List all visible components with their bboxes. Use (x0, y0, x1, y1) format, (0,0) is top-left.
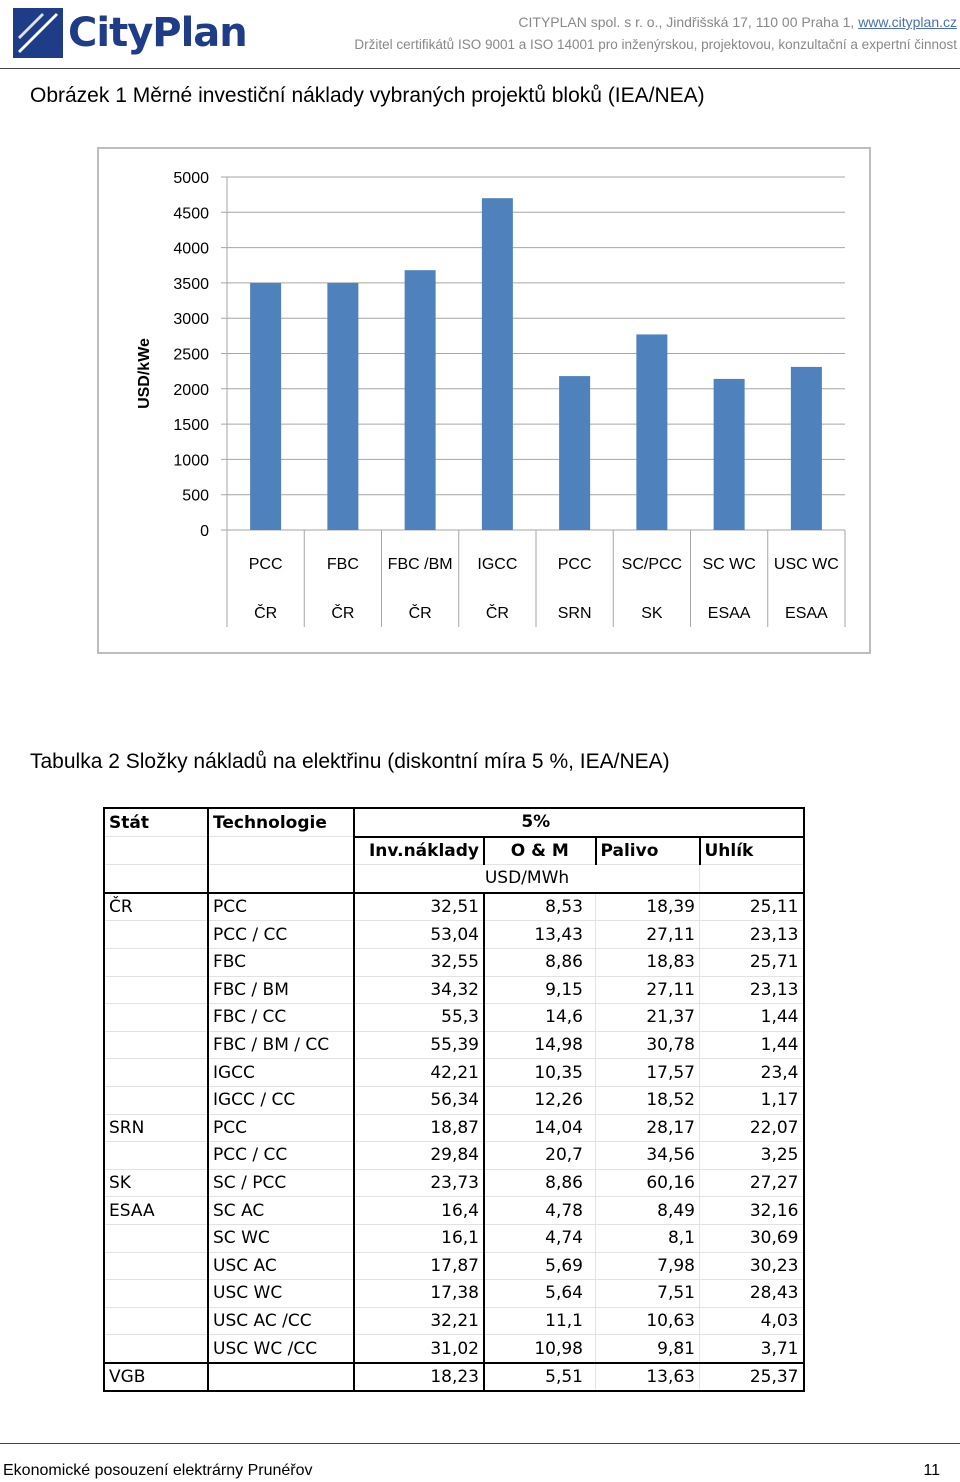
logo-text: CityPlan (68, 10, 247, 56)
chart-canvas (99, 149, 869, 652)
cell-inv: 55,3 (354, 1004, 484, 1032)
x-country-label: ESAA (707, 605, 751, 622)
cell-om: 11,1 (484, 1307, 596, 1335)
cell-inv: 23,73 (354, 1169, 484, 1197)
x-category-label: FBC /BM (387, 556, 453, 573)
cell-palivo: 7,98 (596, 1252, 700, 1280)
cell-om: 9,15 (484, 976, 596, 1004)
table-row (104, 1142, 804, 1170)
cell-uhlik: 23,4 (700, 1059, 804, 1087)
cell-om: 12,26 (484, 1086, 596, 1114)
x-country-label: SRN (557, 605, 592, 622)
header-uhlik: Uhlík (700, 837, 804, 865)
y-tick-label: 4000 (173, 240, 209, 258)
y-tick-label: 0 (200, 523, 209, 540)
cell-stat: ČR (104, 893, 208, 921)
cell-tech (208, 1363, 354, 1392)
cell-om: 8,86 (484, 948, 596, 976)
header-row-1 (104, 808, 804, 837)
cell-stat (104, 1252, 208, 1280)
y-tick-label: 1500 (173, 417, 209, 435)
cell-palivo: 18,52 (596, 1086, 700, 1114)
cell-inv: 18,23 (354, 1363, 484, 1392)
cost-table-wrapper (103, 807, 805, 1392)
header-stat: Stát (104, 808, 208, 837)
table-row (104, 1224, 804, 1252)
cell-tech: PCC (208, 893, 354, 921)
table-row (104, 1280, 804, 1308)
cell-tech: IGCC (208, 1059, 354, 1087)
cell-palivo: 28,17 (596, 1114, 700, 1142)
x-category-label: SC/PCC (621, 556, 683, 573)
table-row (104, 893, 804, 921)
y-tick-label: 5000 (173, 170, 209, 187)
header-row-2 (104, 837, 804, 865)
y-tick-label: 2500 (173, 346, 209, 364)
x-category-label: USC WC (773, 556, 839, 573)
x-category-label: PCC (248, 556, 283, 573)
table-row (104, 1059, 804, 1087)
x-country-label: ČR (485, 605, 509, 622)
cell-inv: 17,87 (354, 1252, 484, 1280)
header-inv: Inv.náklady (354, 837, 484, 865)
cell-tech: FBC (208, 948, 354, 976)
company-link[interactable]: www.cityplan.cz (858, 14, 957, 30)
x-country-label: SK (641, 605, 663, 622)
cell-tech: SC WC (208, 1224, 354, 1252)
cell-inv: 16,1 (354, 1224, 484, 1252)
cell-inv: 29,84 (354, 1142, 484, 1170)
company-address (518, 14, 957, 30)
cell-uhlik: 23,13 (700, 976, 804, 1004)
cell-tech: USC WC (208, 1280, 354, 1308)
header-palivo: Palivo (596, 837, 700, 865)
y-tick-label: 3000 (173, 311, 209, 329)
page-number: 11 (923, 1462, 940, 1479)
certification-line: Držitel certifikátů ISO 9001 a ISO 14001 pro inženýrskou, projektovou, konzultační a expertní činnost (354, 37, 957, 52)
cell-palivo: 13,63 (596, 1363, 700, 1392)
table-row (104, 1307, 804, 1335)
cell-tech: FBC / BM / CC (208, 1031, 354, 1059)
cell-om: 13,43 (484, 921, 596, 949)
bar (482, 198, 513, 530)
table-row (104, 1114, 804, 1142)
cell-inv: 17,38 (354, 1280, 484, 1308)
table-row (104, 1197, 804, 1225)
bar (327, 283, 358, 530)
cell-palivo: 9,81 (596, 1335, 700, 1363)
page-footer (0, 1443, 960, 1479)
table-row (104, 976, 804, 1004)
cell-tech: USC AC (208, 1252, 354, 1280)
cell-tech: PCC / CC (208, 921, 354, 949)
cell-stat (104, 1086, 208, 1114)
bar (250, 283, 281, 530)
cell-uhlik: 25,11 (700, 893, 804, 921)
cell-tech: FBC / CC (208, 1004, 354, 1032)
header-empty-3 (104, 865, 208, 893)
cell-stat (104, 1224, 208, 1252)
header-technologie: Technologie (208, 808, 354, 837)
header-empty-1 (104, 837, 208, 865)
cell-stat (104, 948, 208, 976)
x-category-label: SC WC (702, 556, 756, 573)
cell-palivo: 21,37 (596, 1004, 700, 1032)
cell-om: 4,78 (484, 1197, 596, 1225)
figure-caption: Obrázek 1 Měrné investiční náklady vybraných projektů bloků (IEA/NEA) (30, 84, 705, 107)
cityplan-logo (12, 7, 247, 59)
cell-palivo: 18,39 (596, 893, 700, 921)
cell-om: 5,51 (484, 1363, 596, 1392)
cell-tech: USC AC /CC (208, 1307, 354, 1335)
cell-tech: SC AC (208, 1197, 354, 1225)
table-row (104, 1004, 804, 1032)
cell-om: 5,69 (484, 1252, 596, 1280)
cell-tech: IGCC / CC (208, 1086, 354, 1114)
cell-uhlik: 32,16 (700, 1197, 804, 1225)
table-row (104, 948, 804, 976)
cell-palivo: 27,11 (596, 976, 700, 1004)
cell-om: 14,98 (484, 1031, 596, 1059)
table-row (104, 1252, 804, 1280)
header-empty-2 (208, 837, 354, 865)
cell-stat: SRN (104, 1114, 208, 1142)
cityplan-logo-icon (12, 7, 64, 59)
y-tick-label: 2000 (173, 381, 209, 399)
bar (791, 367, 822, 530)
header-empty-4 (208, 865, 354, 893)
table-row (104, 1363, 804, 1392)
investment-cost-chart (97, 147, 871, 654)
table-row (104, 1335, 804, 1363)
bar (714, 379, 745, 530)
header-row-3 (104, 865, 804, 893)
cell-om: 8,53 (484, 893, 596, 921)
y-tick-label: 1000 (173, 452, 209, 470)
cell-uhlik: 1,44 (700, 1004, 804, 1032)
cell-stat (104, 1335, 208, 1363)
cell-stat: SK (104, 1169, 208, 1197)
cell-uhlik: 30,23 (700, 1252, 804, 1280)
cell-om: 10,35 (484, 1059, 596, 1087)
x-category-label: PCC (557, 556, 592, 573)
cell-palivo: 60,16 (596, 1169, 700, 1197)
cell-stat (104, 1059, 208, 1087)
cell-inv: 56,34 (354, 1086, 484, 1114)
cell-inv: 34,32 (354, 976, 484, 1004)
cell-uhlik: 1,17 (700, 1086, 804, 1114)
cell-inv: 32,21 (354, 1307, 484, 1335)
cell-om: 14,04 (484, 1114, 596, 1142)
cell-uhlik: 25,71 (700, 948, 804, 976)
x-category-label: FBC (326, 556, 359, 573)
header-empty-5 (700, 865, 804, 893)
cell-palivo: 18,83 (596, 948, 700, 976)
bar (559, 376, 590, 530)
cell-tech: PCC / CC (208, 1142, 354, 1170)
x-country-label: ESAA (785, 605, 828, 622)
cell-tech: FBC / BM (208, 976, 354, 1004)
cell-uhlik: 3,25 (700, 1142, 804, 1170)
cell-om: 14,6 (484, 1004, 596, 1032)
cell-inv: 31,02 (354, 1335, 484, 1363)
page-header (0, 0, 960, 69)
cell-inv: 55,39 (354, 1031, 484, 1059)
cell-om: 4,74 (484, 1224, 596, 1252)
cell-inv: 16,4 (354, 1197, 484, 1225)
cell-uhlik: 1,44 (700, 1031, 804, 1059)
table-row (104, 921, 804, 949)
cell-inv: 32,55 (354, 948, 484, 976)
table-caption: Tabulka 2 Složky nákladů na elektřinu (diskontní míra 5 %, IEA/NEA) (30, 750, 670, 773)
document-title: Ekonomické posouzení elektrárny Prunéřov (3, 1462, 313, 1479)
cell-palivo: 7,51 (596, 1280, 700, 1308)
cell-uhlik: 3,71 (700, 1335, 804, 1363)
cell-palivo: 17,57 (596, 1059, 700, 1087)
y-tick-label: 500 (182, 487, 209, 505)
cell-uhlik: 28,43 (700, 1280, 804, 1308)
cell-palivo: 8,1 (596, 1224, 700, 1252)
cell-stat (104, 921, 208, 949)
y-tick-label: 3500 (173, 275, 209, 293)
bar (636, 334, 667, 530)
cell-stat: VGB (104, 1363, 208, 1392)
header-rate: 5% (354, 808, 804, 837)
cell-inv: 53,04 (354, 921, 484, 949)
cell-tech: PCC (208, 1114, 354, 1142)
cell-stat (104, 1031, 208, 1059)
cell-om: 20,7 (484, 1142, 596, 1170)
cell-inv: 18,87 (354, 1114, 484, 1142)
table-row (104, 1086, 804, 1114)
cell-uhlik: 4,03 (700, 1307, 804, 1335)
cell-uhlik: 30,69 (700, 1224, 804, 1252)
header-om: O & M (484, 837, 596, 865)
cell-inv: 42,21 (354, 1059, 484, 1087)
cell-palivo: 10,63 (596, 1307, 700, 1335)
cell-stat: ESAA (104, 1197, 208, 1225)
company-line: CITYPLAN spol. s r. o., Jindřišská 17, 110 00 Praha 1, (518, 14, 859, 30)
cell-tech: SC / PCC (208, 1169, 354, 1197)
cell-stat (104, 1004, 208, 1032)
bar (405, 270, 436, 530)
cell-stat (104, 1280, 208, 1308)
y-tick-label: 4500 (173, 205, 209, 223)
cell-uhlik: 25,37 (700, 1363, 804, 1392)
cell-palivo: 27,11 (596, 921, 700, 949)
cell-stat (104, 976, 208, 1004)
header-unit: USD/MWh (354, 865, 700, 893)
y-axis-label: USD/kWe (136, 338, 153, 409)
cell-om: 8,86 (484, 1169, 596, 1197)
cell-tech: USC WC /CC (208, 1335, 354, 1363)
cell-inv: 32,51 (354, 893, 484, 921)
table-row (104, 1031, 804, 1059)
cell-stat (104, 1142, 208, 1170)
cell-uhlik: 23,13 (700, 921, 804, 949)
x-category-label: IGCC (477, 556, 518, 573)
cell-stat (104, 1307, 208, 1335)
cell-uhlik: 22,07 (700, 1114, 804, 1142)
cell-uhlik: 27,27 (700, 1169, 804, 1197)
cell-om: 10,98 (484, 1335, 596, 1363)
cost-table (103, 807, 805, 1392)
cell-palivo: 8,49 (596, 1197, 700, 1225)
x-country-label: ČR (331, 605, 355, 622)
cell-palivo: 34,56 (596, 1142, 700, 1170)
x-country-label: ČR (408, 605, 432, 622)
cell-palivo: 30,78 (596, 1031, 700, 1059)
cell-om: 5,64 (484, 1280, 596, 1308)
table-row (104, 1169, 804, 1197)
x-country-label: ČR (254, 605, 278, 622)
